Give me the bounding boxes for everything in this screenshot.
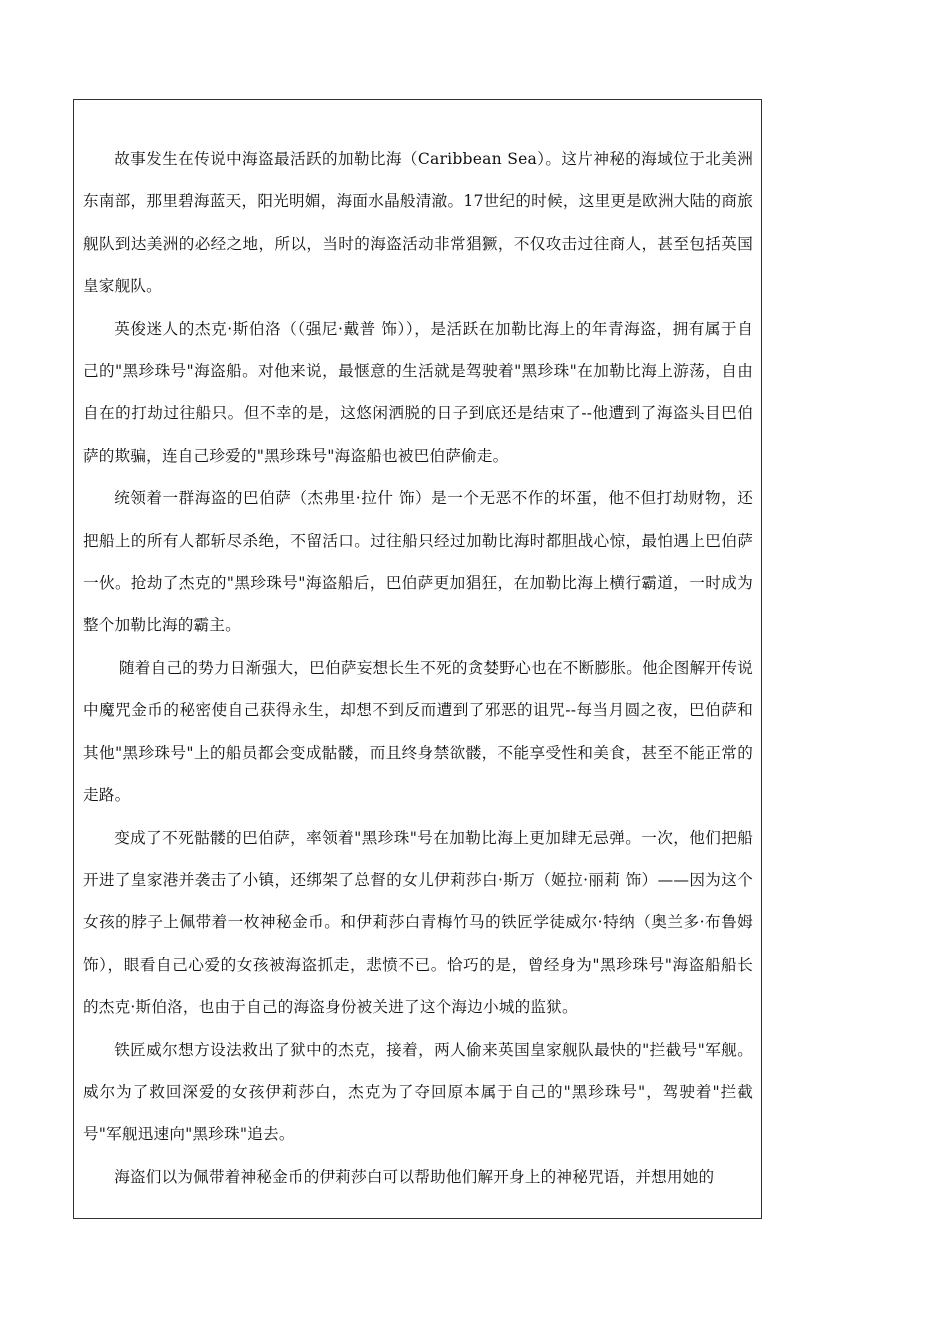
- document-body: [83, 138, 753, 1198]
- paragraph-6: 铁匠威尔想方设法救出了狱中的杰克，接着，两人偷来英国皇家舰队最快的"拦截号"军舰。威尔为了救回深爱的女孩伊莉莎白，杰克为了夺回原本属于自己的"黑珍珠号"，驾驶着"拦截号"军舰迅速向"黑珍珠"追去。: [83, 1040, 753, 1144]
- paragraph-7: 海盗们以为佩带着神秘金币的伊莉莎白可以帮助他们解开身上的神秘咒语，并想用她的: [114, 1167, 715, 1186]
- paragraph-1: 故事发生在传说中海盗最活跃的加勒比海（Caribbean Sea）。这片神秘的海域位于北美洲东南部，那里碧海蓝天，阳光明媚，海面水晶般清澈。17世纪的时候，这里更是欧洲大陆的商旅舰队到达美洲的必经之地，所以，当时的海盗活动非常猖獗，不仅攻击过往商人，甚至包括英国皇家舰队。: [83, 150, 753, 296]
- paragraph-4: 随着自己的势力日渐强大，巴伯萨妄想长生不死的贪婪野心也在不断膨胀。他企图解开传说中魔咒金币的秘密使自己获得永生，却想不到反而遭到了邪恶的诅咒--每当月圆之夜，巴伯萨和其他"黑珍珠号"上的船员都会变成骷髅，而且终身禁欲髅，不能享受性和美食，甚至不能正常的走路。: [83, 658, 753, 805]
- document-frame: [73, 99, 762, 1219]
- paragraph-2: 英俊迷人的杰克·斯伯洛（（强尼·戴普 饰）），是活跃在加勒比海上的年青海盗，拥有属于自己的"黑珍珠号"海盗船。对他来说，最惬意的生活就是驾驶着"黑珍珠"在加勒比海上游荡，自由自在的打劫过往船只。但不幸的是，这悠闲洒脱的日子到底还是结束了--他遭到了海盗头目巴伯萨的欺骗，连自己珍爱的"黑珍珠号"海盗船也被巴伯萨偷走。: [83, 319, 753, 465]
- paragraph-5: 变成了不死骷髅的巴伯萨，率领着"黑珍珠"号在加勒比海上更加肆无忌弹。一次，他们把船开进了皇家港并袭击了小镇，还绑架了总督的女儿伊莉莎白·斯万（姬拉·丽莉 饰）——因为这个女孩的脖子上佩带着一枚神秘金币。和伊莉莎白青梅竹马的铁匠学徒威尔·特纳（奥兰多·布鲁姆 饰），眼看自己心爱的女孩被海盗抓走，悲愤不已。恰巧的是，曾经身为"黑珍珠号"海盗船船长的杰克·斯伯洛，也由于自己的海盗身份被关进了这个海边小城的监狱。: [83, 828, 753, 1017]
- paragraph-3: 统领着一群海盗的巴伯萨（杰弗里·拉什 饰）是一个无恶不作的坏蛋，他不但打劫财物，还把船上的所有人都斩尽杀绝，不留活口。过往船只经过加勒比海时都胆战心惊，最怕遇上巴伯萨一伙。抢劫了杰克的"黑珍珠号"海盗船后，巴伯萨更加猖狂，在加勒比海上横行霸道，一时成为整个加勒比海的霸主。: [83, 489, 753, 635]
